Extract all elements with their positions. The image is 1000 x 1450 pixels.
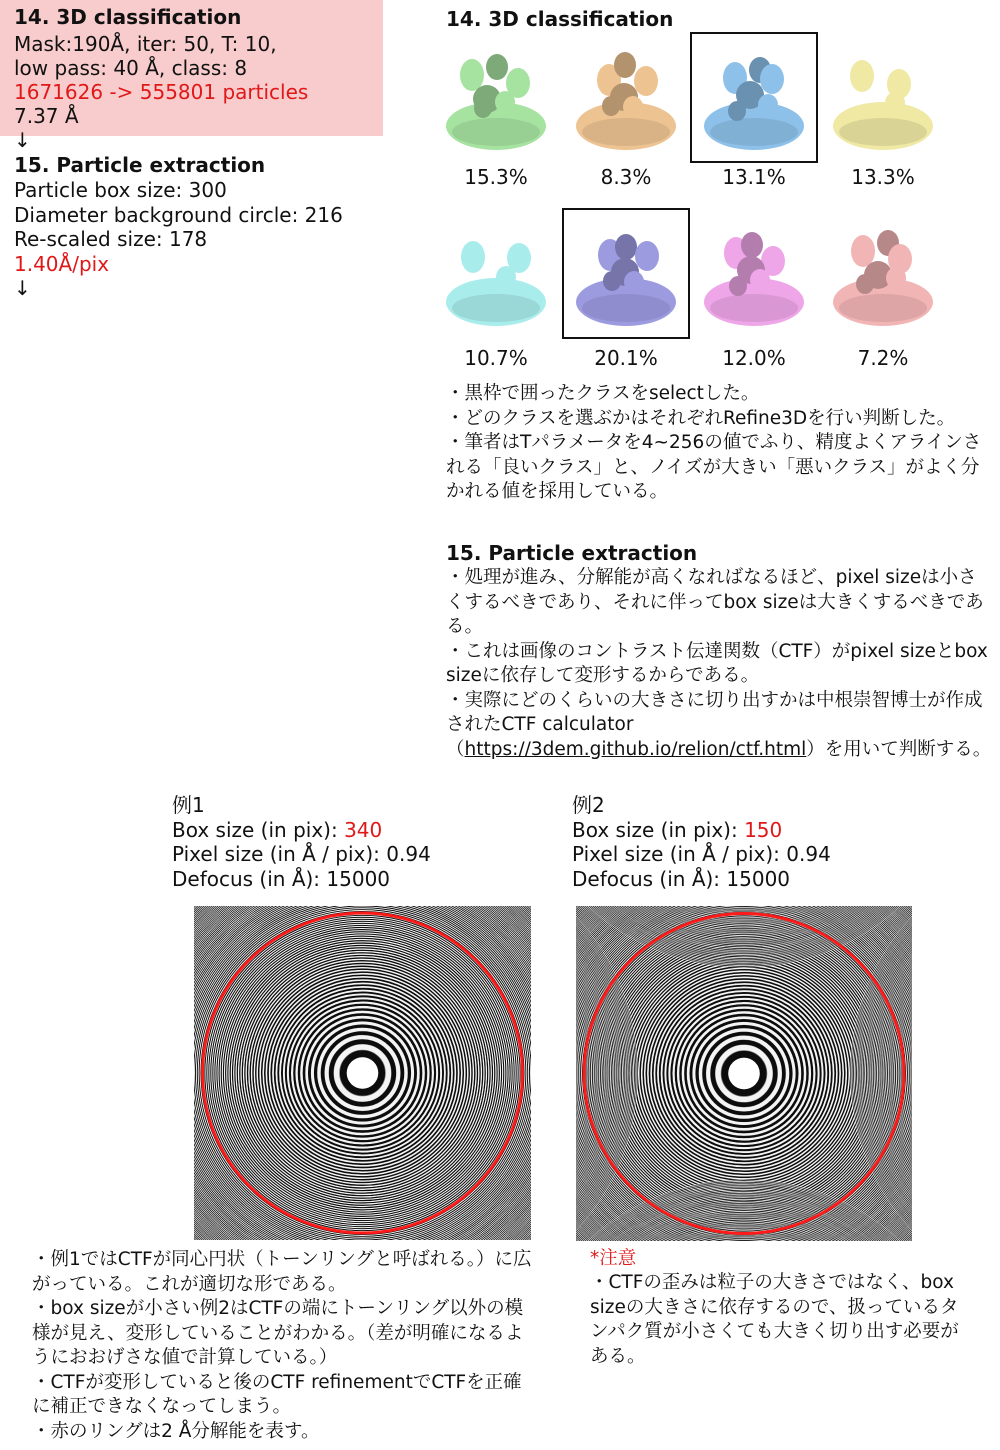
bottom-note-4: ・赤のリングは2 Å分解能を表す。 [32, 1420, 320, 1442]
left-sec15-rescaled: Re-scaled size: 178 [14, 227, 208, 251]
class-percent-7: 12.0% [722, 346, 786, 370]
class-map-8[interactable] [823, 214, 943, 334]
class-map-2[interactable] [566, 38, 686, 158]
extraction-note-2: ・これは画像のコントラスト伝達関数（CTF）がpixel sizeとbox sizeに依存して変形するからである。 [446, 640, 988, 686]
example-2-box-label: Box size (in pix): [572, 817, 745, 842]
down-arrow-2: ↓ [14, 276, 31, 300]
left-sec14-title: 14. 3D classification [14, 5, 242, 29]
classification-title: 14. 3D classification [446, 7, 674, 31]
bottom-left-notes [32, 1248, 537, 1444]
example-1-box-value: 340 [344, 817, 383, 842]
class-percent-5: 10.7% [464, 346, 528, 370]
example-2-params [572, 793, 831, 891]
extraction-note-1: ・処理が進み、分解能が高くなればなるほど、pixel sizeは小さくするべきであり、それに伴ってbox sizeは大きくするべきである。 [446, 567, 984, 637]
bottom-note-1: ・例1ではCTFが同心円状（トーンリングと呼ばれる。）に広がっている。これが適切な形である。 [32, 1249, 532, 1295]
extraction-notes [446, 566, 994, 762]
class-percent-8: 7.2% [857, 346, 909, 370]
example-2-label: 例2 [572, 793, 605, 817]
class-map-4[interactable] [823, 38, 943, 158]
example-1-defocus: Defocus (in Å): 15000 [172, 866, 391, 891]
left-sec15-diameter: Diameter background circle: 216 [14, 203, 343, 227]
left-sec14-params-1: Mask:190Å, iter: 50, T: 10, [14, 32, 277, 56]
example-2-box-value: 150 [744, 817, 783, 842]
class-map-1[interactable] [436, 38, 556, 158]
note-tparam: ・筆者はTパラメータを4~256の値でふり、精度よくアラインされる「良いクラス」と、ノイズが大きい「悪いクラス」がよく分かれる値を採用している。 [446, 432, 982, 502]
extraction-title: 15. Particle extraction [446, 541, 698, 565]
left-sec15-title: 15. Particle extraction [14, 153, 266, 177]
caution-title: *注意 [590, 1248, 637, 1269]
example-1-label: 例1 [172, 793, 205, 817]
example-2-box-size [572, 818, 831, 843]
ctf-image-example-1 [194, 906, 531, 1240]
note-refine: ・どのクラスを選ぶかはそれぞれRefine3Dを行い判断した。 [446, 407, 956, 429]
note-select: ・黒枠で囲ったクラスをselectした。 [446, 383, 760, 404]
class-percent-4: 13.3% [851, 165, 915, 189]
bottom-note-3: ・CTFが変形していると後のCTF refinementでCTFを正確に補正できなくなってしまう。 [32, 1371, 522, 1417]
extraction-note-3-pre: ・実際にどのくらいの大きさに切り出すかは中根崇智博士が作成されたCTF calculator（ [446, 689, 983, 760]
example-1-pixel-size: Pixel size (in Å / pix): 0.94 [172, 842, 431, 866]
ctf-image-example-2 [576, 906, 912, 1241]
left-sec14-particles: 1671626 -> 555801 particles [14, 80, 309, 104]
class-percent-6: 20.1% [594, 346, 658, 370]
bottom-note-2: ・box sizeが小さい例2はCTFの端にトーンリング以外の模様が見え、変形していることがわかる。（差が明確になるようにおおげさな値で計算している。） [32, 1298, 524, 1368]
classification-notes [446, 382, 996, 505]
extraction-note-3 [446, 689, 994, 763]
down-arrow-1: ↓ [14, 128, 31, 152]
class-map-5[interactable] [436, 214, 556, 334]
left-sec14-resolution: 7.37 Å [14, 104, 79, 128]
left-sec15-box: Particle box size: 300 [14, 178, 227, 202]
example-1-params [172, 793, 431, 891]
ctf-calculator-link[interactable]: https://3dem.github.io/relion/ctf.html [464, 738, 807, 760]
class-map-7[interactable] [694, 214, 814, 334]
example-2-defocus: Defocus (in Å): 15000 [572, 866, 791, 891]
class-percent-1: 15.3% [464, 165, 528, 189]
example-1-box-size [172, 818, 431, 843]
selected-class-frame [690, 32, 818, 163]
example-1-box-label: Box size (in pix): [172, 817, 345, 842]
selected-class-frame [562, 208, 690, 339]
extraction-note-3-post: ）を用いて判断する。 [806, 738, 992, 760]
left-sec15-pixel: 1.40Å/pix [14, 252, 110, 276]
caution-text: ・CTFの歪みは粒子の大きさではなく、box sizeの大きさに依存するので、扱っているタンパク質が小さくても大きく切り出す必要がある。 [590, 1272, 959, 1367]
example-2-pixel-size: Pixel size (in Å / pix): 0.94 [572, 842, 831, 866]
class-percent-2: 8.3% [600, 165, 652, 189]
class-percent-3: 13.1% [722, 165, 786, 189]
left-sec14-params-2: low pass: 40 Å, class: 8 [14, 56, 248, 80]
